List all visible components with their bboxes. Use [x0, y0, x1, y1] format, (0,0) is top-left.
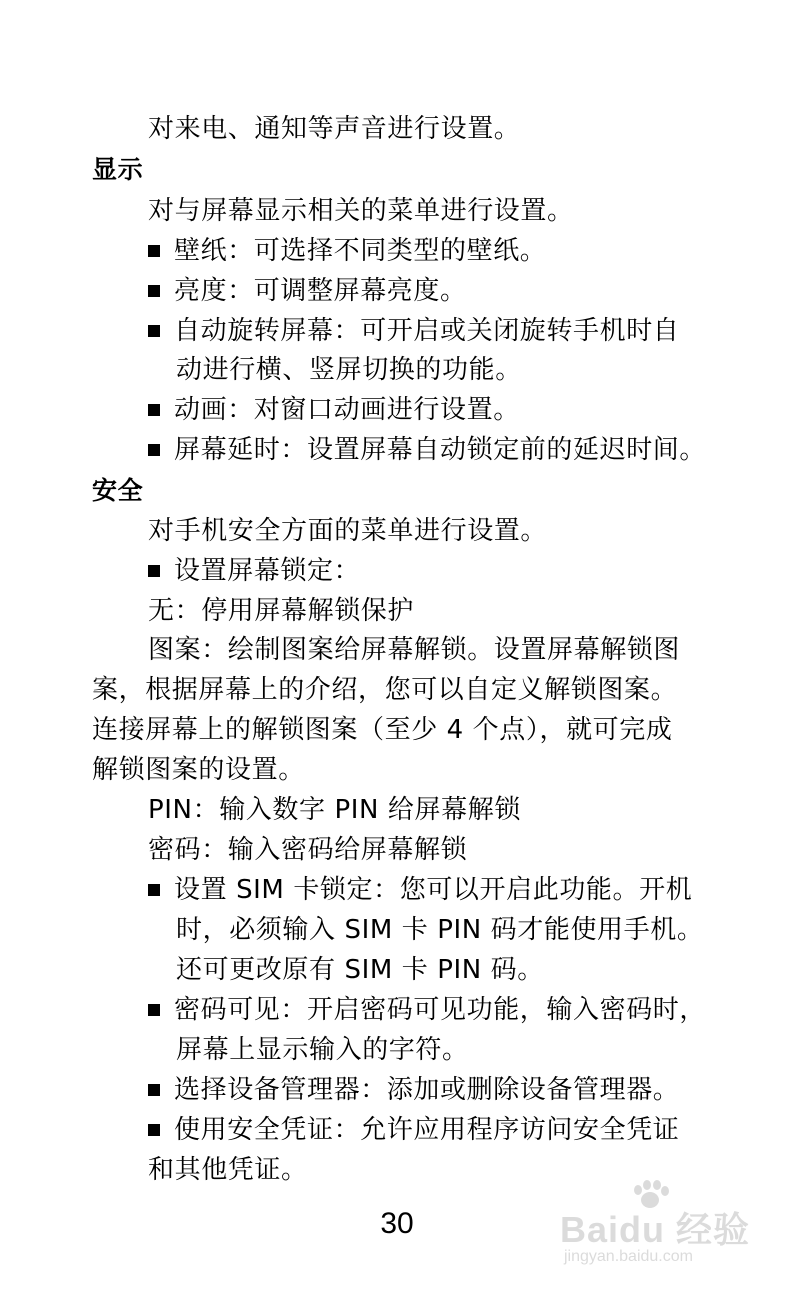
bullet-square-icon: [148, 444, 160, 456]
text-line: 对与屏幕显示相关的菜单进行设置。: [148, 196, 574, 226]
bullet-continuation: 屏幕上显示输入的字符。: [176, 1035, 469, 1065]
text-line: 对来电、通知等声音进行设置。: [148, 114, 521, 144]
bullet-text: 设置屏幕锁定：: [174, 556, 361, 586]
bullet-item: [148, 1113, 679, 1147]
bullet-item: [148, 393, 520, 427]
bullet-item: [148, 314, 679, 348]
bullet-square-icon: [148, 325, 160, 337]
page-number: 30: [380, 1207, 414, 1240]
bullet-text: 亮度：可调整屏幕亮度。: [174, 276, 467, 306]
baidu-watermark: [560, 1180, 760, 1280]
watermark-url: jingyan.baidu.com: [564, 1248, 693, 1265]
watermark-logo-text: Baidu 经验: [560, 1209, 751, 1250]
text-line: 案，根据屏幕上的介绍，您可以自定义解锁图案。: [92, 675, 678, 705]
bullet-text: 密码可见：开启密码可见功能，输入密码时，: [174, 995, 707, 1025]
bullet-text: 选择设备管理器：添加或删除设备管理器。: [174, 1075, 680, 1105]
bullet-continuation: 时，必须输入 SIM 卡 PIN 码才能使用手机。: [176, 915, 704, 945]
bullet-text: 壁纸：可选择不同类型的壁纸。: [174, 236, 547, 266]
text-line: 图案：绘制图案给屏幕解锁。设置屏幕解锁图: [148, 635, 681, 665]
bullet-square-icon: [148, 1124, 160, 1136]
bullet-square-icon: [148, 1084, 160, 1096]
bullet-text: 使用安全凭证：允许应用程序访问安全凭证: [174, 1115, 680, 1145]
section-heading-security: 安全: [92, 476, 144, 505]
bullet-item: [148, 234, 546, 268]
bullet-continuation: 动进行横、竖屏切换的功能。: [176, 355, 522, 385]
bullet-square-icon: [148, 404, 160, 416]
bullet-item: [148, 873, 692, 907]
text-line: 对手机安全方面的菜单进行设置。: [148, 516, 548, 546]
bullet-text: 动画：对窗口动画进行设置。: [174, 395, 520, 425]
text-line: 解锁图案的设置。: [92, 755, 305, 785]
text-line: 连接屏幕上的解锁图案（至少 4 个点），就可完成: [92, 715, 673, 745]
bullet-text: 屏幕延时：设置屏幕自动锁定前的延迟时间。: [174, 435, 707, 465]
bullet-item: [148, 433, 706, 467]
bullet-item: [148, 274, 467, 308]
bullet-item: [148, 993, 706, 1027]
bullet-continuation: 和其他凭证。: [148, 1155, 308, 1185]
bullet-square-icon: [148, 565, 160, 577]
bullet-square-icon: [148, 245, 160, 257]
bullet-text: 设置 SIM 卡锁定：您可以开启此功能。开机: [174, 875, 693, 905]
bullet-item: [148, 554, 360, 588]
text-line: 无：停用屏幕解锁保护: [148, 596, 415, 626]
bullet-square-icon: [148, 1004, 160, 1016]
bullet-text: 自动旋转屏幕：可开启或关闭旋转手机时自: [174, 316, 680, 346]
text-line: 密码：输入密码给屏幕解锁: [148, 835, 468, 865]
bullet-continuation: 还可更改原有 SIM 卡 PIN 码。: [176, 955, 544, 985]
bullet-item: [148, 1073, 679, 1107]
text-line: PIN：输入数字 PIN 给屏幕解锁: [148, 795, 521, 825]
bullet-square-icon: [148, 884, 160, 896]
bullet-square-icon: [148, 285, 160, 297]
section-heading-display: 显示: [92, 155, 144, 184]
